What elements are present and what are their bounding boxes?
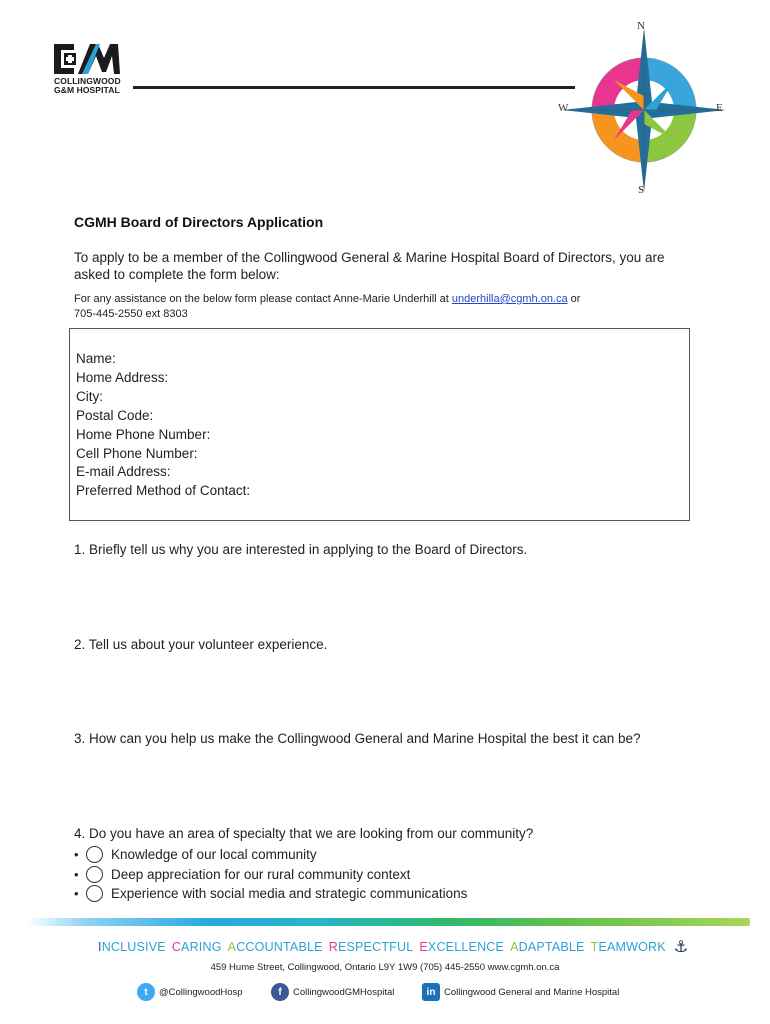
- value-respectful: RESPECTFUL: [328, 940, 414, 954]
- footer-address: 459 Hume Street, Collingwood, Ontario L9Y 1W9 (705) 445-2550 www.cgmh.on.ca: [210, 962, 560, 973]
- radio-button[interactable]: [86, 846, 103, 863]
- linkedin-icon: in: [422, 983, 440, 1001]
- assist-prefix: For any assistance on the below form please contact Anne-Marie Underhill at: [74, 293, 452, 305]
- header-rule: [133, 86, 575, 89]
- twitter-icon: t: [137, 983, 155, 1001]
- intro-text: To apply to be a member of the Collingwood General & Marine Hospital Board of Directors, you are asked to complete the form below:: [74, 250, 665, 282]
- compass-graphic-icon: [552, 20, 732, 200]
- option-label: Knowledge of our local community: [111, 846, 317, 862]
- facebook-icon: f: [271, 983, 289, 1001]
- logo-mark-icon: [52, 42, 122, 76]
- logo-text: COLLINGWOOD G&M HOSPITAL: [54, 76, 121, 95]
- specialty-option-social-media[interactable]: [74, 883, 467, 903]
- email-field[interactable]: E-mail Address:: [76, 464, 171, 480]
- linkedin-page[interactable]: [422, 983, 619, 1001]
- city-field[interactable]: City:: [76, 388, 103, 404]
- home-phone-field[interactable]: Home Phone Number:: [76, 426, 211, 442]
- assistance-text: [74, 292, 694, 322]
- radio-button[interactable]: [86, 885, 103, 902]
- home-address-field[interactable]: Home Address:: [76, 369, 169, 385]
- values-compass: [552, 20, 732, 200]
- contact-phone: 705-445-2550 ext 8303: [74, 308, 188, 320]
- twitter-handle[interactable]: [137, 983, 243, 1001]
- bullet: •: [74, 885, 79, 901]
- question-1: 1. Briefly tell us why you are interested in applying to the Board of Directors.: [74, 542, 528, 557]
- compass-south: S: [638, 184, 645, 196]
- postal-code-field[interactable]: Postal Code:: [76, 407, 154, 423]
- value-accountable: ACCOUNTABLE: [227, 940, 323, 954]
- radio-button[interactable]: [86, 866, 103, 883]
- compass-north: N: [637, 20, 645, 32]
- option-label: Deep appreciation for our rural community context: [111, 866, 411, 882]
- facebook-page[interactable]: [271, 983, 394, 1001]
- hospital-logo: [52, 40, 132, 100]
- contact-info-box[interactable]: [69, 328, 690, 521]
- assist-suffix: or: [567, 293, 581, 305]
- preferred-contact-field[interactable]: Preferred Method of Contact:: [76, 483, 251, 499]
- name-field[interactable]: Name:: [76, 351, 116, 366]
- linkedin-label: Collingwood General and Marine Hospital: [444, 986, 620, 998]
- bullet: •: [74, 866, 79, 882]
- anchor-icon: ⚓: [673, 939, 689, 956]
- value-excellence: EXCELLENCE: [419, 940, 505, 954]
- cell-phone-field[interactable]: Cell Phone Number:: [76, 445, 198, 461]
- facebook-label: CollingwoodGMHospital: [293, 986, 395, 998]
- compass-east: E: [716, 102, 723, 114]
- value-caring: CARING: [171, 940, 222, 954]
- question-2: 2. Tell us about your volunteer experience.: [74, 637, 328, 652]
- twitter-label: @CollingwoodHosp: [159, 986, 243, 998]
- hospital-values: [98, 937, 688, 957]
- specialty-option-rural-context[interactable]: [74, 864, 410, 884]
- question-4: 4. Do you have an area of specialty that we are looking from our community?: [74, 826, 534, 841]
- question-3: 3. How can you help us make the Collingwood General and Marine Hospital the best it can be?: [74, 731, 641, 746]
- value-inclusive: INCLUSIVE: [98, 940, 166, 954]
- value-teamwork: TEAMWORK: [590, 940, 666, 954]
- specialty-option-local-knowledge[interactable]: [74, 844, 317, 864]
- compass-west: W: [558, 102, 569, 114]
- bullet: •: [74, 846, 79, 862]
- contact-email-link[interactable]: underhilla@cgmh.on.ca: [451, 293, 568, 305]
- page-title: CGMH Board of Directors Application: [74, 214, 324, 230]
- option-label: Experience with social media and strategic communications: [111, 885, 468, 901]
- value-adaptable: ADAPTABLE: [510, 940, 585, 954]
- footer-gradient-bar: [27, 918, 750, 926]
